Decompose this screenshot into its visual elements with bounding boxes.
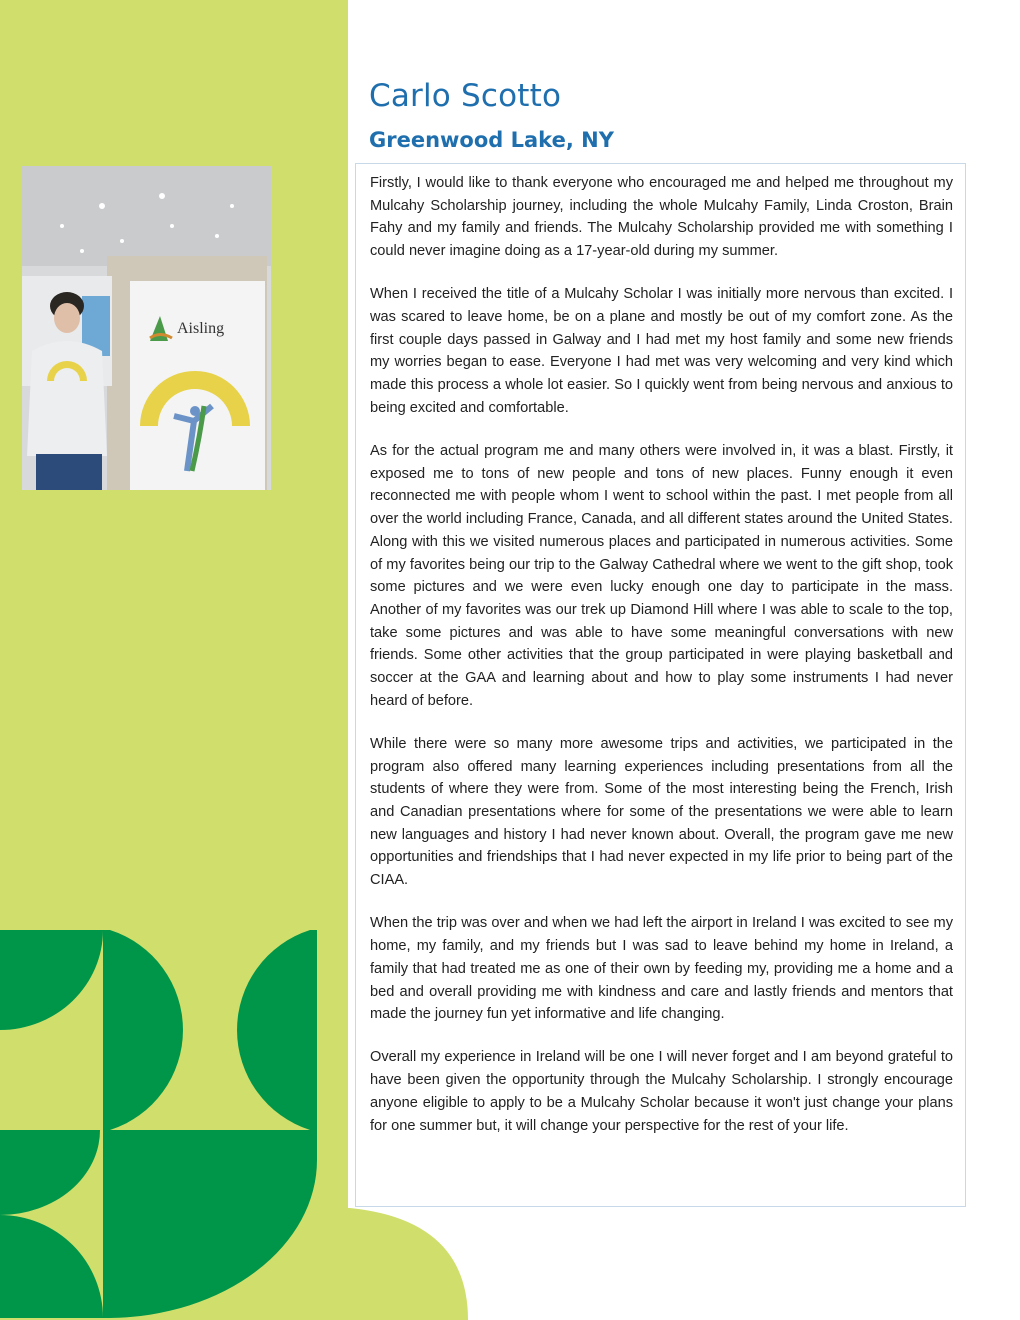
essay-paragraph: As for the actual program me and many others were involved in, it was a blast. Firstly, it exposed me to tons of new people and tons of new places. Funny enough it even reconnected me with people whom I went to school within the past. I met people from all over the world including France, Canada, and all different states around the United States. Along with this we visited numerous places and participated in numerous activities. Some of my favorites being our trip to the Galway Cathedral where we went to the gift shop, took some pictures and we were even lucky enough one day to participate in the mass. Another of my favorites was our trek up Diamond Hill where I was able to scale to the top, take some pictures and was able to have some meaningful conversations with new friends. Some other activities that the group participated in were playing basketball and soccer at the GAA and learning about and how to play some instruments I had never heard of before. <box>370 443 953 709</box>
banner-text: Aisling <box>177 320 225 337</box>
scholar-name: Carlo Scotto <box>369 78 562 114</box>
essay-paragraph: When the trip was over and when we had left the airport in Ireland I was excited to see my home, my family, and my friends but I was sad to leave behind my home in Ireland, a family that had treated me as one of their own by feeding my, providing me a home and a bed and overall providing me with kindness and care and lastly friends and mentors that made the journey fun yet informative and life changing. <box>370 915 953 1023</box>
essay-paragraph: While there were so many more awesome trips and activities, we participated in the program also offered many learning experiences including presentations from all the students of where they were from. Some of the most interesting being the French, Irish and Canadian presentations where for some of the presentations we were able to learn new languages and history I had never known about. Overall, the program gave me new opportunities and friendships that I had never expected in my life prior to being part of the CIAA. <box>370 735 953 889</box>
pattern-reverse-d <box>237 930 317 1130</box>
pattern-quarter-top-left <box>0 930 103 1030</box>
essay-paragraph: When I received the title of a Mulcahy Scholar I was initially more nervous than excited. I was scared to leave home, be on a plane and mostly be out of my comfort zone. As the first couple days passed in Galway and I had met my host family and some new friends my worries began to ease. Everyone I had met was very welcoming and very kind which made this process a whole lot easier. So I quickly went from being nervous and anxious to being excited and comfortable. <box>370 286 953 416</box>
pattern-bottom-block <box>103 1130 317 1318</box>
pattern-quarter-bottom-left <box>0 1215 103 1318</box>
essay-paragraph: Firstly, I would like to thank everyone who encouraged me and helped me throughout my Mulcahy Scholarship journey, including the whole Mulcahy Family, Linda Croston, Brain Fahy and my family and friends. The Mulcahy Scholarship provided me with something I could never imagine doing as a 17-year-old during my summer. <box>370 175 953 260</box>
essay-text-box <box>355 163 966 1207</box>
student-photo <box>22 166 271 490</box>
essay-paragraph: Overall my experience in Ireland will be one I will never forget and I am beyond grateful to have been given the opportunity through the Mulcahy Scholarship. I strongly encourage anyone eligible to apply to be a Mulcahy Scholar because it won't just change your plans for one summer but, it will change your perspective for the rest of your life. <box>370 1049 953 1134</box>
pattern-quarter-mid-left <box>0 1130 100 1215</box>
scholar-location: Greenwood Lake, NY <box>369 128 614 152</box>
pattern-half-circle-d <box>103 930 183 1130</box>
